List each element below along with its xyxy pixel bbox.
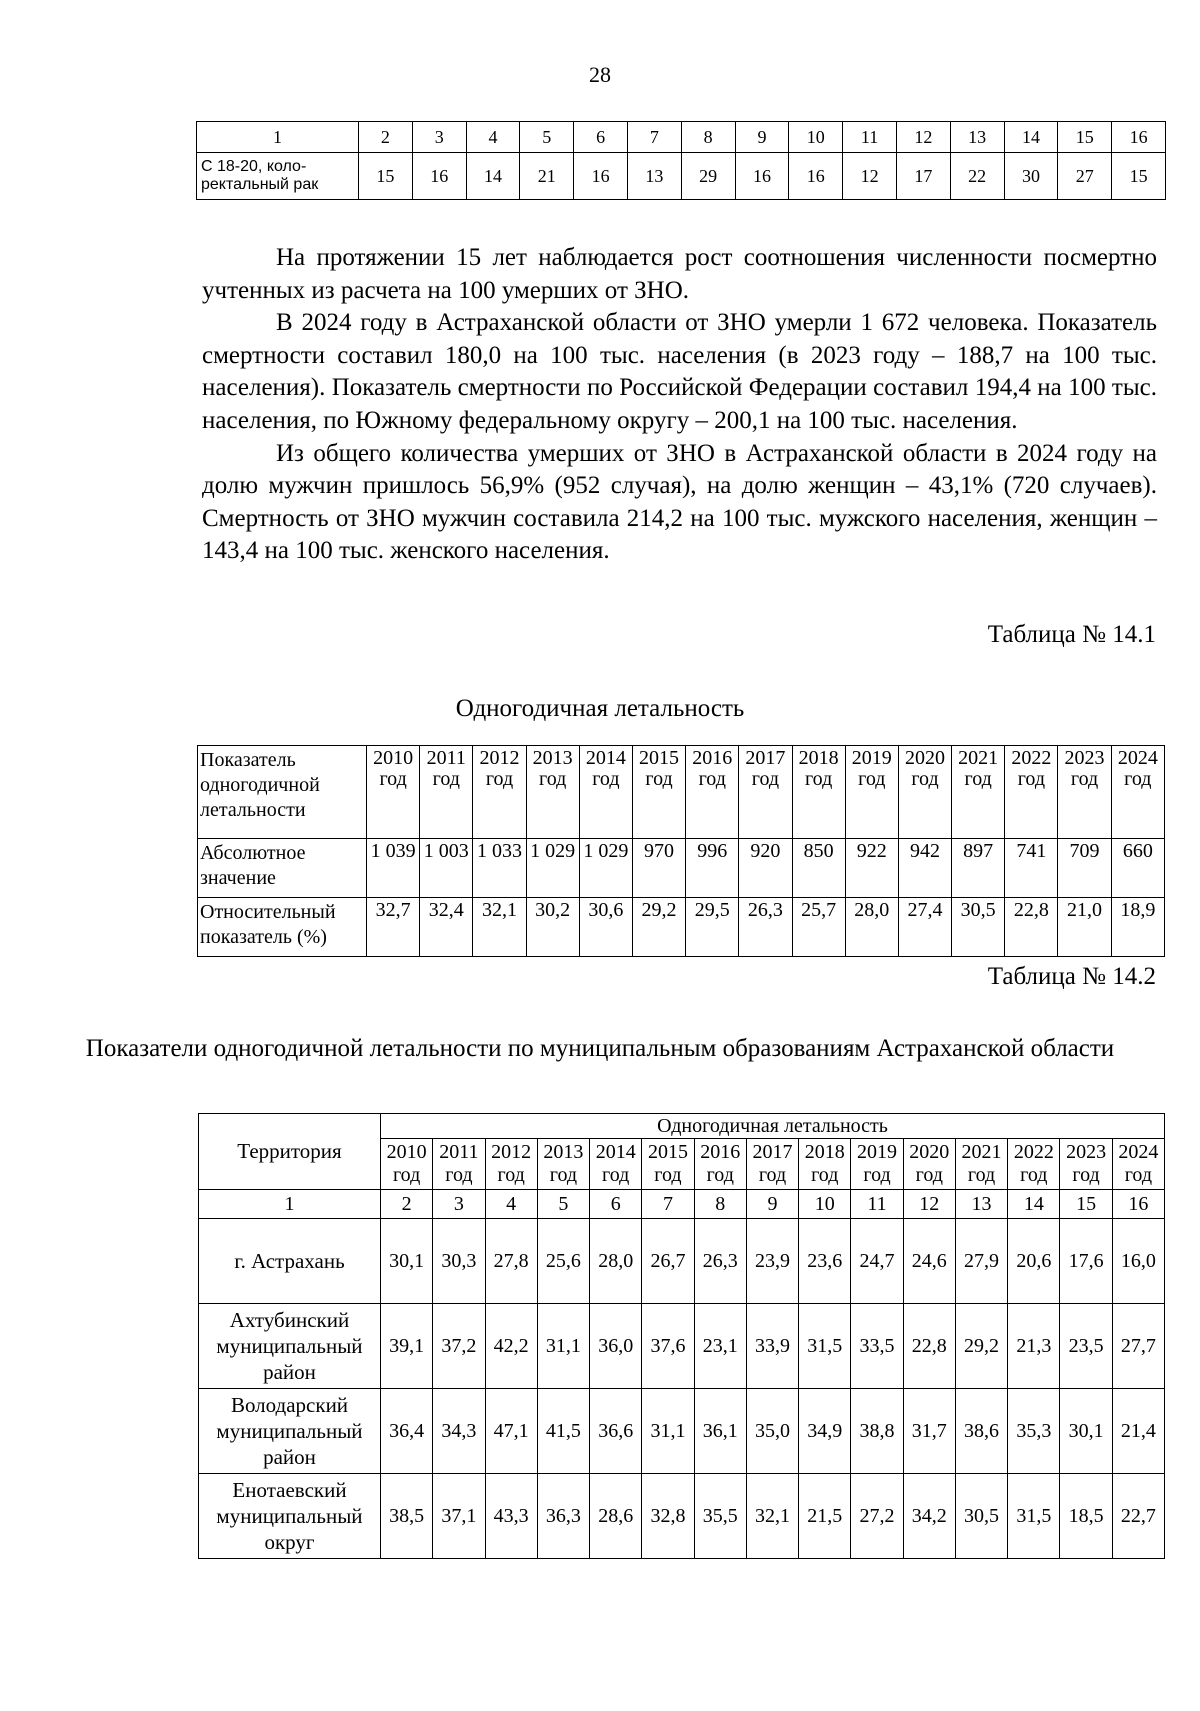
year-header: 2020 год [898, 746, 951, 839]
cell: 30,2 [526, 898, 579, 957]
year-header: 2023 год [1060, 1139, 1112, 1190]
cell: 25,7 [792, 898, 845, 957]
col-number: 2 [381, 1190, 433, 1219]
cell: 18,5 [1060, 1474, 1112, 1559]
row-label: Абсолютное значение [198, 839, 367, 898]
table-caption-14-2: Таблица № 14.2 [987, 963, 1156, 990]
cell: 31,7 [903, 1389, 955, 1474]
cell: 47,1 [485, 1389, 537, 1474]
col-number: 6 [590, 1190, 642, 1219]
cell: 36,3 [537, 1474, 589, 1559]
col-number: 7 [627, 122, 681, 153]
cell: 35,3 [1008, 1389, 1060, 1474]
cell: 32,8 [642, 1474, 694, 1559]
row-label: С 18-20, коло-ректальный рак [197, 153, 359, 200]
table-14-1 [197, 745, 1165, 957]
cell: 32,1 [473, 898, 526, 957]
column-number-row [199, 1190, 1165, 1219]
year-header: 2014 год [590, 1139, 642, 1190]
territory-name: Володарский муниципальный район [199, 1389, 381, 1474]
year-header: 2011 год [433, 1139, 485, 1190]
cell: 38,5 [381, 1474, 433, 1559]
col-number: 11 [851, 1190, 903, 1219]
year-header: 2022 год [1008, 1139, 1060, 1190]
cell: 21 [520, 153, 574, 200]
cell: 922 [845, 839, 898, 898]
cell: 970 [632, 839, 685, 898]
cell: 31,1 [642, 1389, 694, 1474]
table-row [199, 1389, 1165, 1474]
cell: 29 [681, 153, 735, 200]
cell: 30,5 [955, 1474, 1007, 1559]
col-number: 1 [197, 122, 359, 153]
year-header: 2013 год [526, 746, 579, 839]
cell: 741 [1005, 839, 1058, 898]
cell: 41,5 [537, 1389, 589, 1474]
cell: 15 [359, 153, 413, 200]
cell: 37,6 [642, 1304, 694, 1389]
cell: 31,5 [799, 1304, 851, 1389]
year-header: 2012 год [473, 746, 526, 839]
year-header: 2020 год [903, 1139, 955, 1190]
year-header: 2018 год [792, 746, 845, 839]
year-header: 2021 год [955, 1139, 1007, 1190]
col-number: 8 [681, 122, 735, 153]
cell: 33,5 [851, 1304, 903, 1389]
col-number: 7 [642, 1190, 694, 1219]
cell: 32,4 [420, 898, 473, 957]
cell: 24,6 [903, 1219, 955, 1304]
paragraph: На протяжении 15 лет наблюдается рост соотношения численности посмертно учтенных из расчета на 100 умерших от ЗНО. [202, 244, 1157, 304]
table-row [199, 1219, 1165, 1304]
cell: 897 [952, 839, 1005, 898]
year-header: 2016 год [686, 746, 739, 839]
cell: 34,3 [433, 1389, 485, 1474]
cell: 28,0 [590, 1219, 642, 1304]
cell: 25,6 [537, 1219, 589, 1304]
header-label: Показатель одногодичной летальности [198, 746, 367, 839]
year-header: 2012 год [485, 1139, 537, 1190]
col-number: 8 [694, 1190, 746, 1219]
cell: 996 [686, 839, 739, 898]
table-row [199, 1304, 1165, 1389]
cell: 34,9 [799, 1389, 851, 1474]
cell: 28,6 [590, 1474, 642, 1559]
year-header: 2015 год [632, 746, 685, 839]
col-number: 6 [574, 122, 628, 153]
cell: 12 [843, 153, 897, 200]
cell: 660 [1111, 839, 1164, 898]
cell: 36,4 [381, 1389, 433, 1474]
cell: 27,7 [1112, 1304, 1164, 1389]
territory-name: г. Астрахань [199, 1219, 381, 1304]
year-header: 2021 год [952, 746, 1005, 839]
cell: 30,6 [579, 898, 632, 957]
cell: 22,8 [903, 1304, 955, 1389]
year-header: 2017 год [739, 746, 792, 839]
cell: 15 [1112, 153, 1166, 200]
page-number: 28 [589, 62, 611, 87]
col-number: 3 [412, 122, 466, 153]
col-number: 3 [433, 1190, 485, 1219]
row-label: Относительный показатель (%) [198, 898, 367, 957]
col-number: 15 [1060, 1190, 1112, 1219]
cell: 1 039 [367, 839, 420, 898]
cell: 35,0 [746, 1389, 798, 1474]
col-number: 12 [903, 1190, 955, 1219]
territory-header: Территория [199, 1114, 381, 1190]
cell: 22,8 [1005, 898, 1058, 957]
cell: 23,1 [694, 1304, 746, 1389]
year-header: 2018 год [799, 1139, 851, 1190]
table-14-2 [198, 1113, 1165, 1559]
table-header-row [197, 122, 1166, 153]
year-header: 2013 год [537, 1139, 589, 1190]
year-header: 2015 год [642, 1139, 694, 1190]
cell: 36,6 [590, 1389, 642, 1474]
cell: 14 [466, 153, 520, 200]
cell: 30,3 [433, 1219, 485, 1304]
table-header-row [198, 746, 1165, 839]
cell: 23,9 [746, 1219, 798, 1304]
cell: 1 029 [579, 839, 632, 898]
year-header: 2019 год [845, 746, 898, 839]
col-number: 14 [1008, 1190, 1060, 1219]
cell: 22,7 [1112, 1474, 1164, 1559]
cell: 24,7 [851, 1219, 903, 1304]
cell: 1 029 [526, 839, 579, 898]
year-header: 2023 год [1058, 746, 1111, 839]
cell: 709 [1058, 839, 1111, 898]
cell: 17 [896, 153, 950, 200]
table-13-continuation [196, 121, 1166, 200]
year-header: 2017 год [746, 1139, 798, 1190]
cell: 36,0 [590, 1304, 642, 1389]
col-number: 13 [955, 1190, 1007, 1219]
cell: 37,2 [433, 1304, 485, 1389]
cell: 1 033 [473, 839, 526, 898]
col-number: 1 [199, 1190, 381, 1219]
cell: 30,1 [1060, 1389, 1112, 1474]
cell: 29,2 [955, 1304, 1007, 1389]
cell: 26,3 [739, 898, 792, 957]
year-header: 2014 год [579, 746, 632, 839]
table-row [198, 898, 1165, 957]
body-text [202, 242, 1157, 568]
col-number: 16 [1112, 1190, 1164, 1219]
col-number: 12 [896, 122, 950, 153]
year-header: 2016 год [694, 1139, 746, 1190]
table-title-14-2: Показатели одногодичной летальности по муниципальным образованиям Астраханской области [85, 1035, 1115, 1062]
cell: 43,3 [485, 1474, 537, 1559]
col-number: 11 [843, 122, 897, 153]
year-header: 2011 год [420, 746, 473, 839]
cell: 27,2 [851, 1474, 903, 1559]
col-number: 14 [1004, 122, 1058, 153]
cell: 850 [792, 839, 845, 898]
cell: 18,9 [1111, 898, 1164, 957]
table-header-row [199, 1114, 1165, 1139]
cell: 29,2 [632, 898, 685, 957]
cell: 20,6 [1008, 1219, 1060, 1304]
cell: 942 [898, 839, 951, 898]
cell: 38,6 [955, 1389, 1007, 1474]
col-number: 16 [1112, 122, 1166, 153]
cell: 35,5 [694, 1474, 746, 1559]
cell: 920 [739, 839, 792, 898]
table-caption-14-1: Таблица № 14.1 [987, 621, 1156, 648]
year-header: 2010 год [381, 1139, 433, 1190]
cell: 37,1 [433, 1474, 485, 1559]
col-number: 15 [1058, 122, 1112, 153]
cell: 30,1 [381, 1219, 433, 1304]
cell: 21,0 [1058, 898, 1111, 957]
cell: 23,5 [1060, 1304, 1112, 1389]
cell: 16 [735, 153, 789, 200]
paragraph: Из общего количества умерших от ЗНО в Астраханской области в 2024 году на долю мужчин пришлось 56,9% (952 случая), на долю женщин – 43,1% (720 случаев). Смертность от ЗНО мужчин составила 214,2 на 100 тыс. мужского населения, женщин – 143,4 на 100 тыс. женского населения. [202, 439, 1157, 565]
cell: 21,3 [1008, 1304, 1060, 1389]
cell: 16 [574, 153, 628, 200]
cell: 16,0 [1112, 1219, 1164, 1304]
year-header: 2010 год [367, 746, 420, 839]
col-number: 2 [359, 122, 413, 153]
year-header: 2022 год [1005, 746, 1058, 839]
col-number: 9 [746, 1190, 798, 1219]
cell: 34,2 [903, 1474, 955, 1559]
col-number: 4 [485, 1190, 537, 1219]
table-row [198, 839, 1165, 898]
cell: 38,8 [851, 1389, 903, 1474]
cell: 36,1 [694, 1389, 746, 1474]
cell: 27,9 [955, 1219, 1007, 1304]
table-row [199, 1474, 1165, 1559]
cell: 33,9 [746, 1304, 798, 1389]
cell: 16 [412, 153, 466, 200]
cell: 32,1 [746, 1474, 798, 1559]
year-header: 2024 год [1111, 746, 1164, 839]
group-header: Одногодичная летальность [381, 1114, 1165, 1139]
cell: 26,3 [694, 1219, 746, 1304]
cell: 13 [627, 153, 681, 200]
territory-name: Енотаевский муниципальный округ [199, 1474, 381, 1559]
year-header: 2024 год [1112, 1139, 1164, 1190]
cell: 21,5 [799, 1474, 851, 1559]
col-number: 9 [735, 122, 789, 153]
year-header: 2019 год [851, 1139, 903, 1190]
cell: 29,5 [686, 898, 739, 957]
col-number: 5 [537, 1190, 589, 1219]
cell: 22 [950, 153, 1004, 200]
cell: 27 [1058, 153, 1112, 200]
cell: 32,7 [367, 898, 420, 957]
paragraph: В 2024 году в Астраханской области от ЗНО умерли 1 672 человека. Показатель смертности составил 180,0 на 100 тыс. населения (в 2023 году – 188,7 на 100 тыс. населения). Показатель смертности по Российской Федерации составил 194,4 на 100 тыс. населения, по Южному федеральному округу – 200,1 на 100 тыс. населения. [202, 309, 1157, 434]
table-title-14-1: Одногодичная летальность [455, 695, 745, 722]
cell: 17,6 [1060, 1219, 1112, 1304]
cell: 1 003 [420, 839, 473, 898]
cell: 27,4 [898, 898, 951, 957]
cell: 16 [789, 153, 843, 200]
col-number: 10 [789, 122, 843, 153]
cell: 28,0 [845, 898, 898, 957]
cell: 39,1 [381, 1304, 433, 1389]
cell: 30 [1004, 153, 1058, 200]
cell: 42,2 [485, 1304, 537, 1389]
territory-name: Ахтубинский муниципальный район [199, 1304, 381, 1389]
cell: 30,5 [952, 898, 1005, 957]
table-row [197, 153, 1166, 200]
cell: 23,6 [799, 1219, 851, 1304]
cell: 31,5 [1008, 1474, 1060, 1559]
col-number: 5 [520, 122, 574, 153]
col-number: 10 [799, 1190, 851, 1219]
col-number: 4 [466, 122, 520, 153]
cell: 31,1 [537, 1304, 589, 1389]
cell: 21,4 [1112, 1389, 1164, 1474]
col-number: 13 [950, 122, 1004, 153]
cell: 27,8 [485, 1219, 537, 1304]
cell: 26,7 [642, 1219, 694, 1304]
